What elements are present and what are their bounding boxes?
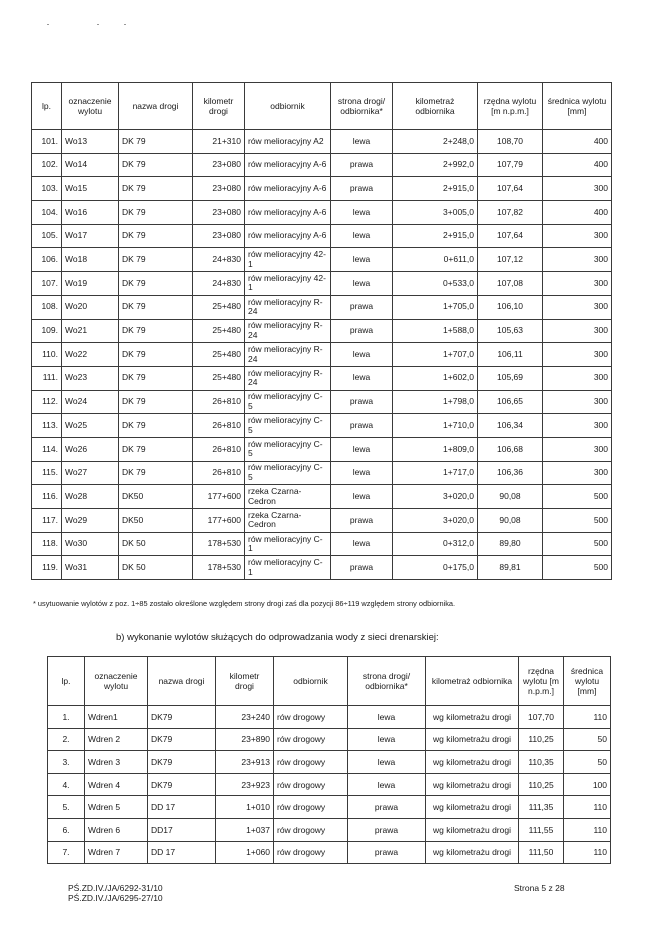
table-cell: 109. [32, 319, 62, 343]
table-cell: prawa [331, 556, 393, 580]
table-row [48, 751, 611, 774]
table-cell: DK 79 [119, 366, 193, 390]
column-header: oznaczenie wylotu [85, 657, 148, 706]
table-cell: rów drogowy [274, 751, 348, 774]
table-cell: 117. [32, 509, 62, 533]
table-cell: 177+600 [193, 485, 245, 509]
table-cell: 400 [543, 130, 612, 154]
table-cell: DK 79 [119, 390, 193, 414]
table-cell: 300 [543, 343, 612, 367]
table-cell: 110 [564, 706, 611, 729]
table-cell: DK 79 [119, 130, 193, 154]
table-cell: rów drogowy [274, 706, 348, 729]
table-cell: rów melioracyjny 42-1 [245, 272, 331, 296]
column-header: odbiornik [274, 657, 348, 706]
table-cell: Wo22 [62, 343, 119, 367]
table-cell: 111. [32, 366, 62, 390]
table-cell: Wo16 [62, 201, 119, 225]
table-cell: 1+060 [216, 841, 274, 864]
table-cell: 1+707,0 [393, 343, 478, 367]
table-cell: 300 [543, 366, 612, 390]
table-cell: 2. [48, 728, 85, 751]
table-row [32, 390, 612, 414]
table-cell: lewa [331, 461, 393, 485]
table-cell: prawa [331, 390, 393, 414]
table-cell: 24+830 [193, 272, 245, 296]
table-cell: lewa [331, 437, 393, 461]
table-cell: 178+530 [193, 556, 245, 580]
table-cell: 106,36 [478, 461, 543, 485]
table-cell: 3. [48, 751, 85, 774]
table-cell: rów melioracyjny A-6 [245, 224, 331, 248]
table-cell: lewa [348, 728, 426, 751]
table-cell: 103. [32, 177, 62, 201]
table-cell: 107,79 [478, 153, 543, 177]
table-cell: Wo28 [62, 485, 119, 509]
table-cell: rów melioracyjny R-24 [245, 343, 331, 367]
reference-number: PŚ.ZD.IV./JA/6292-31/10 [68, 883, 163, 893]
table-cell: lewa [348, 706, 426, 729]
table-cell: 300 [543, 461, 612, 485]
table-cell: 25+480 [193, 366, 245, 390]
table-cell: rów melioracyjny C-5 [245, 437, 331, 461]
table-cell: DK 79 [119, 201, 193, 225]
table-cell: 110,35 [519, 751, 564, 774]
table-cell: 25+480 [193, 295, 245, 319]
table-cell: 107. [32, 272, 62, 296]
table-cell: 116. [32, 485, 62, 509]
table-row [32, 485, 612, 509]
table-cell: Wdren 6 [85, 818, 148, 841]
table-cell: DK 79 [119, 319, 193, 343]
table-cell: Wo13 [62, 130, 119, 154]
table-cell: 6. [48, 818, 85, 841]
table-cell: 23+240 [216, 706, 274, 729]
table-cell: 107,64 [478, 177, 543, 201]
table-cell: 2+992,0 [393, 153, 478, 177]
table-cell: DK 79 [119, 295, 193, 319]
table-cell: prawa [348, 818, 426, 841]
table-cell: 26+810 [193, 414, 245, 438]
table-cell: 113. [32, 414, 62, 438]
table-cell: 110,25 [519, 773, 564, 796]
table-cell: lewa [348, 751, 426, 774]
table-cell: 107,08 [478, 272, 543, 296]
table-cell: DK 79 [119, 461, 193, 485]
table-cell: 300 [543, 319, 612, 343]
table-cell: 300 [543, 390, 612, 414]
table-cell: 178+530 [193, 532, 245, 556]
table-header-row [48, 657, 611, 706]
column-header: odbiornik [245, 83, 331, 130]
table-cell: 4. [48, 773, 85, 796]
table-cell: DK 50 [119, 556, 193, 580]
table-cell: 0+611,0 [393, 248, 478, 272]
table-cell: 0+175,0 [393, 556, 478, 580]
column-header: rzędna wylotu [m n.p.m.] [519, 657, 564, 706]
table-cell: rów melioracyjny R-24 [245, 295, 331, 319]
table-row [48, 728, 611, 751]
table-cell: wg kilometrażu drogi [426, 728, 519, 751]
table-cell: 26+810 [193, 461, 245, 485]
table-row [32, 556, 612, 580]
table-cell: 110 [564, 841, 611, 864]
table-row [32, 532, 612, 556]
table-cell: 107,70 [519, 706, 564, 729]
table-row [32, 437, 612, 461]
section-b-title: b) wykonanie wylotów służących do odprowadzania wody z sieci drenarskiej: [116, 632, 439, 643]
column-header: nazwa drogi [148, 657, 216, 706]
table-cell: 1+705,0 [393, 295, 478, 319]
table-cell: 500 [543, 556, 612, 580]
table-body [32, 130, 612, 580]
table-cell: Wdren1 [85, 706, 148, 729]
table-cell: DK79 [148, 706, 216, 729]
table-cell: 23+080 [193, 224, 245, 248]
table-cell: rów melioracyjny C-1 [245, 556, 331, 580]
column-header: średnica wylotu [mm] [543, 83, 612, 130]
table-cell: 101. [32, 130, 62, 154]
table-row [48, 841, 611, 864]
table-cell: lewa [331, 272, 393, 296]
table-cell: 110 [564, 818, 611, 841]
table-cell: DK 79 [119, 343, 193, 367]
table-cell: 106,68 [478, 437, 543, 461]
table-cell: prawa [331, 319, 393, 343]
page-number: Strona 5 z 28 [514, 883, 565, 893]
table-cell: rów drogowy [274, 728, 348, 751]
table-cell: Wo21 [62, 319, 119, 343]
table-cell: 23+080 [193, 201, 245, 225]
table-cell: rów melioracyjny C-1 [245, 532, 331, 556]
table-cell: 0+533,0 [393, 272, 478, 296]
table-cell: Wdren 3 [85, 751, 148, 774]
table-cell: 23+080 [193, 177, 245, 201]
table-cell: Wo24 [62, 390, 119, 414]
table-cell: Wo30 [62, 532, 119, 556]
table-row [48, 796, 611, 819]
table-cell: 106,11 [478, 343, 543, 367]
footnote: * usytuowanie wylotów z poz. 1÷85 zostało określone względem strony drogi zaś dla pozycji 86÷119 względem strony odbiornika. [33, 599, 456, 608]
table-cell: rów melioracyjny R-24 [245, 366, 331, 390]
table-cell: lewa [331, 343, 393, 367]
table-cell: 50 [564, 728, 611, 751]
table-cell: 300 [543, 248, 612, 272]
table-cell: lewa [331, 532, 393, 556]
table-cell: 3+020,0 [393, 485, 478, 509]
table-cell: wg kilometrażu drogi [426, 751, 519, 774]
table-cell: 108. [32, 295, 62, 319]
table-cell: 23+923 [216, 773, 274, 796]
table-cell: rów melioracyjny R-24 [245, 319, 331, 343]
table-row [32, 414, 612, 438]
table-cell: prawa [331, 295, 393, 319]
column-header: kilometraż odbiornika [393, 83, 478, 130]
table-cell: rzeka Czarna-Cedron [245, 509, 331, 533]
table-cell: 50 [564, 751, 611, 774]
table-cell: 1+037 [216, 818, 274, 841]
table-cell: 500 [543, 532, 612, 556]
table-cell: 300 [543, 414, 612, 438]
table-cell: wg kilometrażu drogi [426, 841, 519, 864]
table-cell: 110 [564, 796, 611, 819]
table-cell: Wo29 [62, 509, 119, 533]
table-row [48, 818, 611, 841]
table-cell: 21+310 [193, 130, 245, 154]
table-cell: 400 [543, 201, 612, 225]
table-cell: 104. [32, 201, 62, 225]
table-cell: prawa [331, 414, 393, 438]
table-cell: rów drogowy [274, 796, 348, 819]
table-cell: 1+602,0 [393, 366, 478, 390]
table-cell: 300 [543, 437, 612, 461]
table-cell: 106,65 [478, 390, 543, 414]
drainage-outlets-table [47, 656, 611, 864]
table-cell: DK 79 [119, 248, 193, 272]
column-header: nazwa drogi [119, 83, 193, 130]
table-cell: DK50 [119, 509, 193, 533]
column-header: lp. [48, 657, 85, 706]
table-cell: rów melioracyjny C-5 [245, 390, 331, 414]
table-cell: Wo17 [62, 224, 119, 248]
table-cell: DK50 [119, 485, 193, 509]
table-cell: 110. [32, 343, 62, 367]
table-cell: 114. [32, 437, 62, 461]
table-cell: 3+020,0 [393, 509, 478, 533]
table-cell: Wo15 [62, 177, 119, 201]
table-cell: rów drogowy [274, 841, 348, 864]
table-cell: prawa [348, 796, 426, 819]
table-cell: 1+010 [216, 796, 274, 819]
table-cell: 25+480 [193, 343, 245, 367]
table-cell: 1+798,0 [393, 390, 478, 414]
table-cell: lewa [331, 201, 393, 225]
table-cell: DK79 [148, 773, 216, 796]
table-cell: DK 79 [119, 177, 193, 201]
table-cell: 400 [543, 153, 612, 177]
table-cell: DK 79 [119, 153, 193, 177]
table-cell: 118. [32, 532, 62, 556]
table-cell: Wo20 [62, 295, 119, 319]
table-cell: 111,50 [519, 841, 564, 864]
table-cell: 26+810 [193, 437, 245, 461]
table-cell: 90,08 [478, 485, 543, 509]
table-cell: 2+248,0 [393, 130, 478, 154]
table-cell: DK 79 [119, 224, 193, 248]
table-cell: 89,81 [478, 556, 543, 580]
table-cell: Wdren 5 [85, 796, 148, 819]
table-cell: 112. [32, 390, 62, 414]
table-cell: 105. [32, 224, 62, 248]
table-cell: DD 17 [148, 796, 216, 819]
table-cell: lewa [331, 248, 393, 272]
table-cell: 107,12 [478, 248, 543, 272]
table-cell: 1+710,0 [393, 414, 478, 438]
table-cell: lewa [331, 224, 393, 248]
table-row [32, 224, 612, 248]
table-cell: Wo19 [62, 272, 119, 296]
table-cell: wg kilometrażu drogi [426, 706, 519, 729]
table-cell: Wdren 7 [85, 841, 148, 864]
table-cell: rów drogowy [274, 773, 348, 796]
table-cell: rów melioracyjny A-6 [245, 153, 331, 177]
table-cell: 1+809,0 [393, 437, 478, 461]
table-row [32, 248, 612, 272]
table-cell: 3+005,0 [393, 201, 478, 225]
scan-mark [97, 24, 99, 25]
table-cell: DD17 [148, 818, 216, 841]
table-cell: rów melioracyjny C-5 [245, 414, 331, 438]
table-cell: 106. [32, 248, 62, 272]
table-cell: 108,70 [478, 130, 543, 154]
table-cell: 24+830 [193, 248, 245, 272]
table-cell: DK 79 [119, 437, 193, 461]
table-body [48, 706, 611, 864]
table-cell: 2+915,0 [393, 177, 478, 201]
column-header: kilometr drogi [193, 83, 245, 130]
table-row [32, 461, 612, 485]
table-cell: 5. [48, 796, 85, 819]
table-cell: rzeka Czarna-Cedron [245, 485, 331, 509]
table-cell: 26+810 [193, 390, 245, 414]
column-header: rzędna wylotu [m n.p.m.] [478, 83, 543, 130]
table-cell: 300 [543, 224, 612, 248]
table-cell: wg kilometrażu drogi [426, 773, 519, 796]
table-row [32, 295, 612, 319]
table-cell: prawa [348, 841, 426, 864]
table-cell: Wo27 [62, 461, 119, 485]
table-cell: 106,10 [478, 295, 543, 319]
document-reference [68, 883, 163, 903]
table-cell: 107,64 [478, 224, 543, 248]
table-cell: 2+915,0 [393, 224, 478, 248]
table-row [32, 177, 612, 201]
column-header: strona drogi/ odbiornika* [331, 83, 393, 130]
table-row [32, 153, 612, 177]
table-cell: prawa [331, 153, 393, 177]
table-row [32, 509, 612, 533]
table-cell: Wo26 [62, 437, 119, 461]
table-cell: rów drogowy [274, 818, 348, 841]
table-cell: DK79 [148, 728, 216, 751]
table-row [32, 343, 612, 367]
table-cell: lewa [348, 773, 426, 796]
table-cell: 500 [543, 509, 612, 533]
scan-mark [124, 24, 126, 25]
table-cell: DD 17 [148, 841, 216, 864]
table-cell: 111,35 [519, 796, 564, 819]
column-header: lp. [32, 83, 62, 130]
table-cell: Wo18 [62, 248, 119, 272]
table-cell: 89,80 [478, 532, 543, 556]
table-cell: 119. [32, 556, 62, 580]
table-row [48, 706, 611, 729]
table-cell: 102. [32, 153, 62, 177]
table-cell: rów melioracyjny 42-1 [245, 248, 331, 272]
scan-mark [47, 24, 49, 25]
table-cell: rów melioracyjny A-6 [245, 201, 331, 225]
table-cell: 0+312,0 [393, 532, 478, 556]
table-cell: Wo25 [62, 414, 119, 438]
column-header: oznaczenie wylotu [62, 83, 119, 130]
table-cell: 100 [564, 773, 611, 796]
table-cell: rów melioracyjny A2 [245, 130, 331, 154]
table-header-row [32, 83, 612, 130]
table-row [32, 272, 612, 296]
table-cell: 106,34 [478, 414, 543, 438]
table-row [48, 773, 611, 796]
table-cell: 1. [48, 706, 85, 729]
table-cell: lewa [331, 130, 393, 154]
column-header: średnica wylotu [mm] [564, 657, 611, 706]
table-cell: 90,08 [478, 509, 543, 533]
table-row [32, 366, 612, 390]
table-cell: 300 [543, 177, 612, 201]
table-cell: DK 50 [119, 532, 193, 556]
table-cell: 105,69 [478, 366, 543, 390]
table-cell: DK 79 [119, 272, 193, 296]
table-cell: 115. [32, 461, 62, 485]
table-cell: 300 [543, 295, 612, 319]
table-cell: 107,82 [478, 201, 543, 225]
table-row [32, 319, 612, 343]
table-cell: Wo14 [62, 153, 119, 177]
table-cell: 300 [543, 272, 612, 296]
table-cell: Wdren 2 [85, 728, 148, 751]
table-cell: 105,63 [478, 319, 543, 343]
table-cell: DK79 [148, 751, 216, 774]
table-cell: 23+913 [216, 751, 274, 774]
table-row [32, 201, 612, 225]
table-cell: prawa [331, 177, 393, 201]
table-cell: 7. [48, 841, 85, 864]
table-cell: 111,55 [519, 818, 564, 841]
table-cell: 1+717,0 [393, 461, 478, 485]
table-cell: 25+480 [193, 319, 245, 343]
reference-number: PŚ.ZD.IV./JA/6295-27/10 [68, 893, 163, 903]
table-cell: Wdren 4 [85, 773, 148, 796]
table-cell: 23+080 [193, 153, 245, 177]
table-cell: 23+890 [216, 728, 274, 751]
column-header: kilometr drogi [216, 657, 274, 706]
table-cell: 177+600 [193, 509, 245, 533]
table-cell: prawa [331, 509, 393, 533]
table-cell: Wo23 [62, 366, 119, 390]
table-cell: Wo31 [62, 556, 119, 580]
table-cell: 110,25 [519, 728, 564, 751]
table-cell: rów melioracyjny C-5 [245, 461, 331, 485]
table-cell: lewa [331, 366, 393, 390]
table-cell: 500 [543, 485, 612, 509]
table-cell: 1+588,0 [393, 319, 478, 343]
table-cell: lewa [331, 485, 393, 509]
outlets-table [31, 82, 612, 580]
table-cell: DK 79 [119, 414, 193, 438]
table-cell: wg kilometrażu drogi [426, 818, 519, 841]
table-row [32, 130, 612, 154]
table-cell: wg kilometrażu drogi [426, 796, 519, 819]
column-header: kilometraż odbiornika [426, 657, 519, 706]
table-cell: rów melioracyjny A-6 [245, 177, 331, 201]
column-header: strona drogi/ odbiornika* [348, 657, 426, 706]
